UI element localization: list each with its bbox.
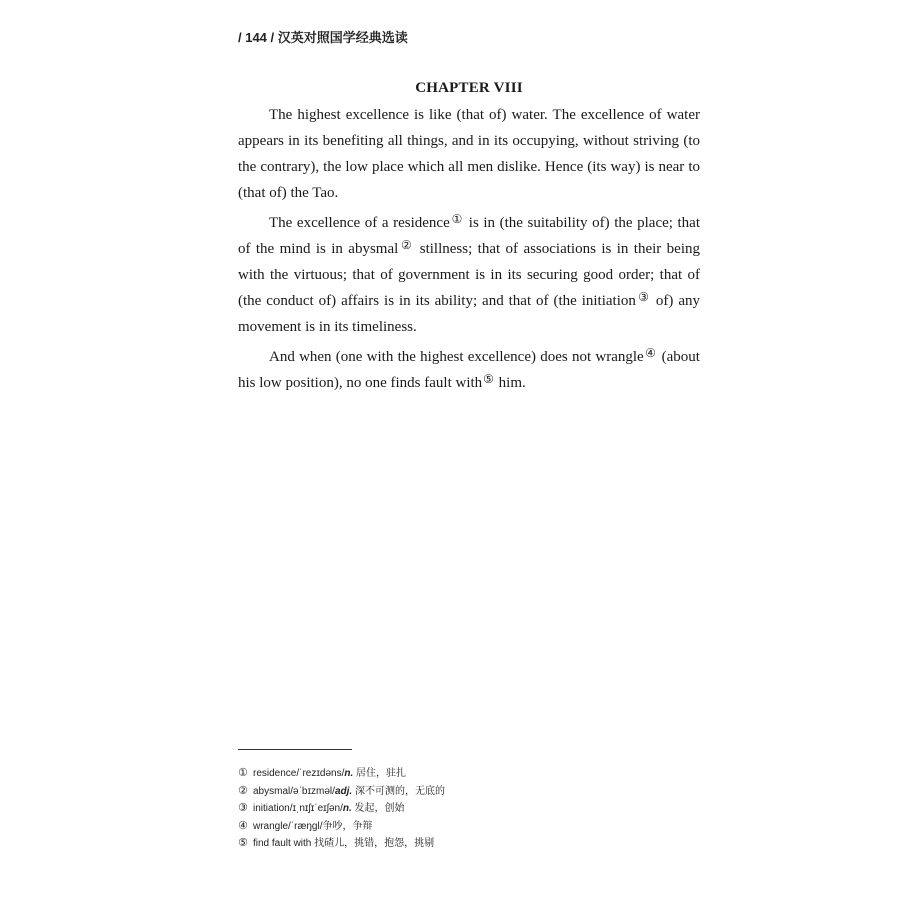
footnote-gloss: 争吵，争辩 xyxy=(322,820,373,832)
paragraph-text: The highest excellence is like (that of) water. The excellence of water appears in its benefiting all things, and in its occupying, without striving (to the contrary), the low place which all men dislike. Hence (its way) is near to (that of) the Tao. xyxy=(238,107,700,201)
footnote-reference: ③ xyxy=(636,290,650,304)
footnote-reference: ⑤ xyxy=(483,372,494,386)
footnote-definition xyxy=(253,818,372,836)
footnote-phonetic: /ɪˌnɪʃɪˈeɪʃən/ xyxy=(289,803,343,814)
chapter-body xyxy=(238,102,700,400)
footnote-phonetic: /ˈrezɪdəns/ xyxy=(296,768,345,779)
paragraph xyxy=(238,210,700,340)
footnote-list xyxy=(238,765,700,853)
footnote-item xyxy=(238,818,700,836)
footnote-divider xyxy=(238,749,352,750)
footnote-item xyxy=(238,800,700,818)
footnote-gloss: 发起，创始 xyxy=(351,803,405,814)
footnote-reference: ② xyxy=(399,238,414,252)
footnote-gloss: 深不可测的，无底的 xyxy=(352,785,445,797)
footnote-definition xyxy=(253,800,405,818)
footnote-term: initiation xyxy=(253,803,290,814)
paragraph-text: stillness; that of associations is in their being with the virtuous; that of government is in its securing good order; that of (the conduct of) affairs is in its ability; and that of (the initiation xyxy=(238,241,700,309)
footnote-definition xyxy=(253,783,445,801)
footnote-item xyxy=(238,835,700,853)
paragraph-text: (about his low position), no one finds fault with xyxy=(238,349,700,391)
footnote-item xyxy=(238,783,700,801)
footnote-part-of-speech: n. xyxy=(342,803,352,814)
footnote-marker: ③ xyxy=(238,802,248,814)
footnote-term: find fault with xyxy=(253,838,312,849)
footnote-part-of-speech: n. xyxy=(344,768,354,779)
paragraph xyxy=(238,344,700,396)
footnote-marker: ① xyxy=(238,767,248,779)
footnote-definition xyxy=(253,835,434,853)
footnote-phonetic: /ˈræŋgl/ xyxy=(288,820,323,832)
running-header: / 144 / 汉英对照国学经典选读 xyxy=(238,30,408,45)
footnote-part-of-speech: adj. xyxy=(334,785,353,797)
footnote-gloss: 找碴儿，挑错，抱怨，挑剔 xyxy=(311,838,435,849)
footnote-term: wrangle xyxy=(253,820,289,832)
footnote-gloss: 居住，驻扎 xyxy=(353,768,407,779)
footnote-reference: ④ xyxy=(644,346,657,360)
footnote-term: abysmal xyxy=(253,785,291,797)
paragraph-text: The excellence of a residence xyxy=(269,215,450,231)
chapter-title: CHAPTER VIII xyxy=(415,80,523,96)
footnote-marker: ⑤ xyxy=(238,837,248,849)
paragraph-text: him. xyxy=(494,375,526,391)
footnote-reference: ① xyxy=(450,212,464,226)
paragraph-text: And when (one with the highest excellence) does not wrangle xyxy=(269,349,644,365)
footnote-marker: ② xyxy=(238,784,248,797)
footnote-phonetic: /əˈbɪzməl/ xyxy=(290,785,335,797)
paragraph-text: of) any movement is in its timeliness. xyxy=(238,293,700,335)
paragraph xyxy=(238,102,700,206)
paragraph-text: is in (the suitability of) the place; that of the mind is in abysmal xyxy=(238,215,701,257)
footnote-item xyxy=(238,765,700,783)
footnote-term: residence xyxy=(253,768,297,779)
footnote-marker: ④ xyxy=(238,819,248,832)
footnote-definition xyxy=(253,765,406,783)
